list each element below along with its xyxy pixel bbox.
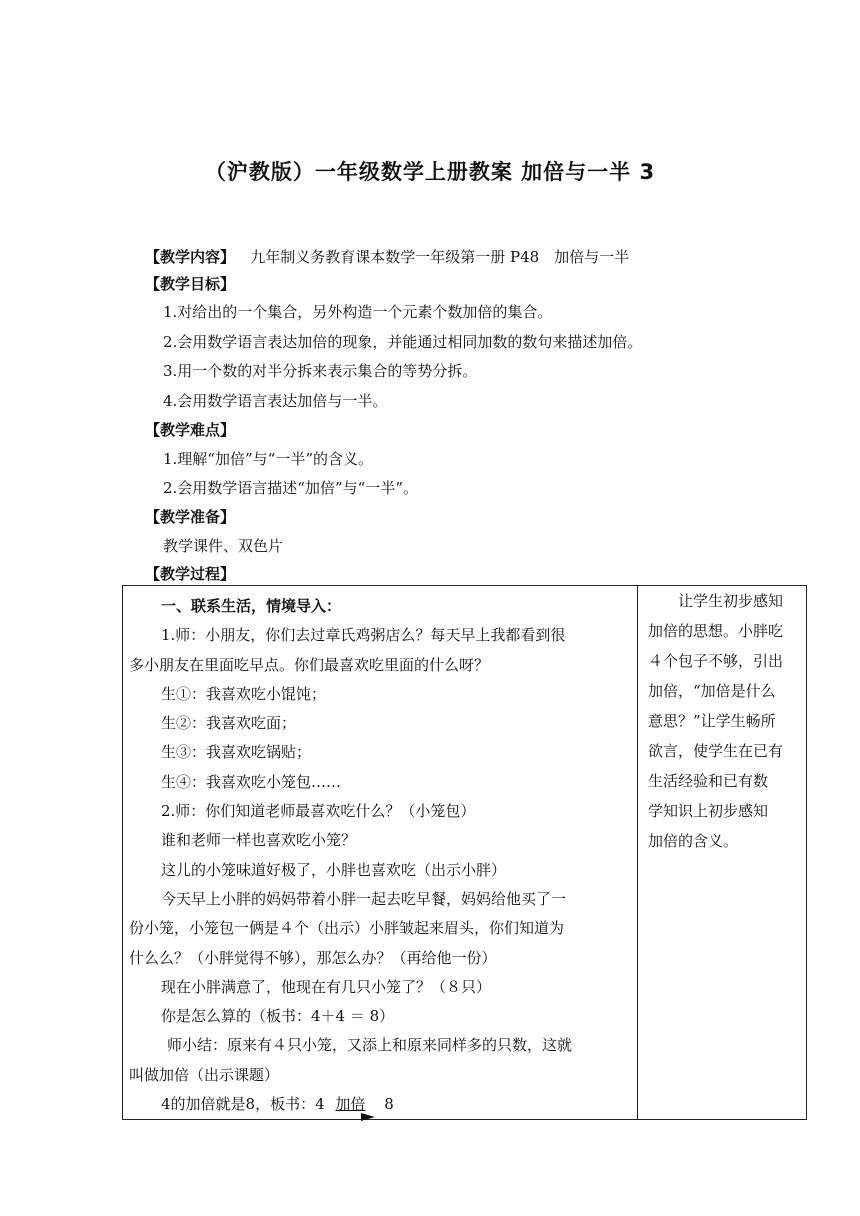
process-last-line bbox=[123, 1090, 637, 1119]
note-line: 加倍的含义。 bbox=[648, 832, 739, 850]
process-line: 份小笼，小笼包一俩是４个（出示）小胖皱起来眉头，你们知道为 bbox=[129, 919, 565, 938]
process-line: 生①：我喜欢吃小馄饨； bbox=[161, 684, 327, 703]
difficulty-label: 【教学难点】 bbox=[145, 421, 236, 439]
process-line: 生②：我喜欢吃面； bbox=[161, 714, 297, 733]
last-line-suffix: 8 bbox=[384, 1095, 394, 1114]
process-line: 生④：我喜欢吃小笼包…… bbox=[161, 772, 342, 791]
process-line: 生③：我喜欢吃锅贴； bbox=[161, 743, 312, 762]
process-line: 2.师：你们知道老师最喜欢吃什么？（小笼包） bbox=[161, 802, 476, 821]
note-line: 学知识上初步感知 bbox=[648, 802, 769, 820]
difficulty-item: 1.理解“加倍”与“一半”的含义。 bbox=[163, 450, 373, 468]
process-line: 多小朋友在里面吃早点。你们最喜欢吃里面的什么呀？ bbox=[129, 655, 490, 674]
note-line: 让学生初步感知 bbox=[678, 592, 784, 610]
prep-label: 【教学准备】 bbox=[145, 508, 236, 526]
process-main-cell bbox=[123, 586, 638, 1120]
double-arrow-label bbox=[335, 1090, 365, 1119]
page-title: （沪教版）一年级数学上册教案 加倍与一半 3 bbox=[204, 160, 656, 184]
prep-text: 教学课件、双色片 bbox=[163, 537, 284, 555]
process-line: 叫做加倍（出示课题） bbox=[129, 1065, 280, 1084]
last-line-prefix: 4的加倍就是8，板书：4 bbox=[161, 1095, 325, 1114]
arrow-right-icon bbox=[361, 1112, 375, 1122]
process-line: 今天早上小胖的妈妈带着小胖一起去吃早餐，妈妈给他买了一 bbox=[161, 889, 567, 908]
note-line: 意思？”让学生畅所 bbox=[648, 712, 776, 730]
note-line: 加倍，“加倍是什么 bbox=[648, 682, 776, 700]
goal-item: 4.会用数学语言表达加倍与一半。 bbox=[163, 392, 388, 410]
process-label: 【教学过程】 bbox=[145, 565, 236, 583]
teaching-content-text: 九年制义务教育课本数学一年级第一册 P48 加倍与一半 bbox=[250, 248, 630, 266]
process-line: 1.师：小朋友，你们去过章氏鸡粥店么？每天早上我都看到很 bbox=[161, 626, 566, 645]
note-line: 生活经验和已有数 bbox=[648, 772, 769, 790]
difficulty-item: 2.会用数学语言描述“加倍”与“一半”。 bbox=[163, 479, 418, 497]
arrow-label-text: 加倍 bbox=[335, 1095, 366, 1114]
goals-label: 【教学目标】 bbox=[145, 275, 236, 293]
teaching-content-label: 【教学内容】 bbox=[145, 248, 236, 266]
process-line: 师小结：原来有４只小笼，又添上和原来同样多的只数，这就 bbox=[167, 1036, 573, 1055]
goal-item: 2.会用数学语言表达加倍的现象，并能通过相同加数的数句来描述加倍。 bbox=[163, 333, 643, 351]
note-line: 加倍的思想。小胖吃 bbox=[648, 622, 784, 640]
process-line: 什么么？（小胖觉得不够），那怎么办？（再给他一份） bbox=[129, 948, 497, 967]
process-line: 现在小胖满意了，他现在有几只小笼了？（８只） bbox=[161, 977, 492, 996]
goal-item: 3.用一个数的对半分拆来表示集合的等势分拆。 bbox=[163, 362, 478, 380]
process-table bbox=[122, 585, 807, 1120]
process-line: 你是怎么算的（板书：4＋4 ＝ 8） bbox=[161, 1007, 395, 1026]
process-note-cell bbox=[638, 586, 807, 1120]
process-line: 这儿的小笼味道好极了，小胖也喜欢吃（出示小胖） bbox=[161, 860, 507, 879]
note-line: ４个包子不够，引出 bbox=[648, 652, 784, 670]
note-line: 欲言，使学生在已有 bbox=[648, 742, 784, 760]
process-line: 谁和老师一样也喜欢吃小笼？ bbox=[161, 831, 357, 850]
process-heading: 一、联系生活，情境导入： bbox=[161, 597, 342, 615]
goal-item: 1.对给出的一个集合，另外构造一个元素个数加倍的集合。 bbox=[163, 303, 553, 321]
teaching-content bbox=[145, 246, 629, 268]
